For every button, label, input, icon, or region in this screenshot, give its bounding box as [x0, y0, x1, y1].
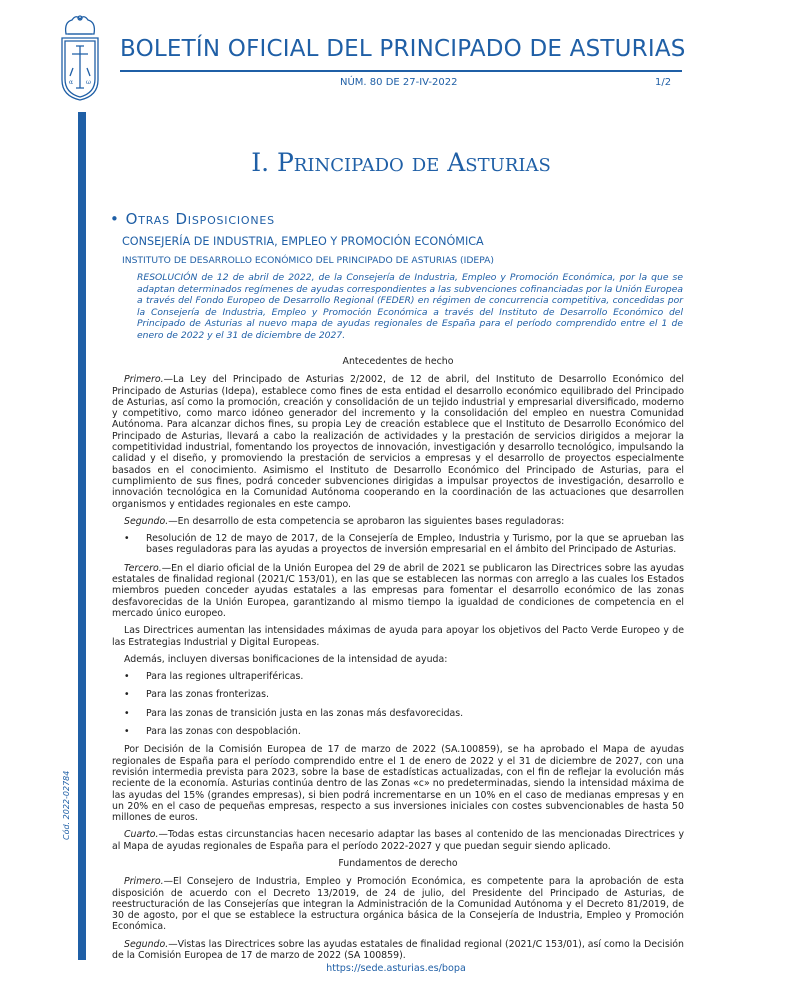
ministry-name: CONSEJERÍA DE INDUSTRIA, EMPLEO Y PROMOCIÓN ECONÓMICA [122, 235, 484, 248]
svg-text:α: α [69, 79, 74, 86]
list-item [112, 533, 684, 556]
issue-number: NÚM. 80 DE 27-IV-2022 [340, 77, 458, 88]
paragraph-segundo [112, 516, 684, 527]
list-item [112, 708, 684, 719]
sidebar-bar [78, 112, 86, 960]
subsection-title [110, 210, 275, 228]
paragraph-fundamento-segundo [112, 939, 684, 962]
paragraph-text: —Vistas las Directrices sobre las ayudas estatales de finalidad regional (2021/C 153/01), así como la Decisión de la Comisión Europea de 17 de marzo de 2022 (SA 100859). [112, 938, 684, 962]
paragraph-lead: Primero. [124, 876, 164, 888]
list-item-text: Para las zonas de transición justa en las zonas más desfavorecidas. [146, 707, 464, 719]
page-number: 1/2 [655, 77, 672, 88]
page-title: BOLETÍN OFICIAL DEL PRINCIPADO DE ASTURIAS [120, 36, 686, 62]
paragraph-directrices: Las Directrices aumentan las intensidades máximas de ayuda para apoyar los objetivos del Pacto Verde Europeo y de las Estrategias Industrial y Digital Europeas. [112, 625, 684, 648]
paragraph-decision: Por Decisión de la Comisión Europea de 17 de marzo de 2022 (SA.100859), se ha aprobado el Mapa de ayudas regionales de España para el período comprendido entre el 1 de enero de 2022 y el 31 de diciembre de 2027, con una revisión intermedia prevista para 2023, sobre la base de estadísticas actualizadas, con el fin de reflejar la evolución más reciente de la economía. Asturias continúa dentro de las Zonas «c» no predeterminadas, siendo la intensidad máxima de las ayudas del 15% (grandes empresas), si bien podrá incrementarse en un 10% en el caso de medianas empresas y en un 20% en el caso de pequeñas empresas, respecto a sus inversiones iniciales con costes subvencionables de hasta 50 millones de euros. [112, 744, 684, 824]
resolution-summary: RESOLUCIÓN de 12 de abril de 2022, de la Consejería de Industria, Empleo y Promoción Económica, por la que se adaptan determinados regímenes de ayudas correspondientes a las subvenciones cofinanciadas por la Unión Europea a través del Fondo Europeo de Desarrollo Regional (FEDER) en régimen de concurrencia competitiva, concedidas por la Consejería de Industria, Empleo y Promoción Económica a través del Instituto de Desarrollo Económico del Principado de Asturias al nuevo mapa de ayudas regionales de España para el período comprendido entre el 1 de enero de 2022 y el 31 de diciembre de 2027. [137, 272, 683, 341]
bullet-icon: • [124, 726, 130, 738]
svg-text:ω: ω [86, 79, 91, 86]
document-code: Cód. 2022-02784 [62, 770, 71, 840]
paragraph-text: —El Consejero de Industria, Empleo y Promoción Económica, es competente para la aprobación de esta disposición de acuerdo con el Decreto 13/2019, de 24 de julio, del Presidente del Principado de Asturias, de reestructuración de las Consejerías que integran la Administración de la Comunidad Autónoma y el Decreto 81/2019, de 30 de agosto, por el que se establece la estructura orgánica básica de la Consejería de Industria, Empleo y Promoción Económica. [112, 876, 684, 933]
paragraph-lead: Primero. [124, 374, 164, 386]
list-item-text: Para las zonas con despoblación. [146, 726, 301, 738]
bullet-icon: • [124, 689, 130, 701]
bases-list [112, 533, 684, 556]
paragraph-primero [112, 374, 684, 510]
paragraph-tercero [112, 563, 684, 619]
list-item [112, 689, 684, 700]
heading-fundamentos: Fundamentos de derecho [338, 857, 458, 869]
asturias-coat-of-arms-icon [58, 14, 102, 102]
paragraph-lead: Segundo. [124, 515, 169, 527]
list-item-text: Resolución de 12 de mayo de 2017, de la Consejería de Empleo, Industria y Turismo, por la que se aprueban las bases reguladoras para las ayudas a proyectos de inversión empresarial en el ámbito del Principado de Asturias. [146, 533, 684, 556]
paragraph-cuarto [112, 829, 684, 852]
document-body [112, 356, 684, 967]
paragraph-text: —En desarrollo de esta competencia se aprobaron las siguientes bases reguladoras: [168, 515, 565, 527]
list-item-text: Para las regiones ultraperiféricas. [146, 671, 304, 683]
paragraph-lead: Cuarto. [124, 829, 159, 841]
bonus-list [112, 671, 684, 737]
subsection-label: Otras Disposiciones [125, 210, 275, 228]
institute-name: INSTITUTO DE DESARROLLO ECONÓMICO DEL PRINCIPADO DE ASTURIAS (IDEPA) [122, 255, 495, 266]
paragraph-lead: Segundo. [124, 938, 169, 950]
bullet-icon: • [124, 533, 130, 545]
paragraph-fundamento-primero [112, 876, 684, 932]
bullet-icon: • [124, 671, 130, 683]
list-item [112, 726, 684, 737]
section-title: I. Principado de Asturias [251, 148, 551, 177]
footer-link[interactable]: https://sede.asturias.es/bopa [326, 963, 466, 974]
paragraph-text: —En el diario oficial de la Unión Europea del 29 de abril de 2021 se publicaron las Directrices sobre las ayudas estatales de finalidad regional (2021/C 153/01), en las que se establecen las normas con arreglo a las cuales los Estados miembros pueden conceder ayudas estatales a las empresas para fomentar el desarrollo económico de las zonas desfavorecidas de la Unión Europea, garantizando al mismo tiempo la igualdad de condiciones de competencia en el mercado único europeo. [112, 562, 684, 619]
paragraph-text: —Todas estas circunstancias hacen necesario adaptar las bases al contenido de las mencionadas Directrices y al Mapa de ayudas regionales de España para el período 2022-2027 y que puedan seguir siendo aplicado. [112, 829, 684, 852]
list-item-text: Para las zonas fronterizas. [146, 689, 270, 701]
header-divider [120, 70, 682, 72]
list-item [112, 671, 684, 682]
paragraph-bonificaciones: Además, incluyen diversas bonificaciones de la intensidad de ayuda: [124, 653, 448, 665]
bullet-icon: • [110, 210, 120, 228]
paragraph-text: —La Ley del Principado de Asturias 2/2002, de 12 de abril, del Instituto de Desarrollo Económico del Principado de Asturias (Idepa), establece como fines de esta entidad el desarrollo económico equilibrado del Principado de Asturias, así como la promoción, creación y consolidación de un tejido industrial y empresarial diversificado, moderno y competitivo, como marco idóneo generador del incremento y la consolidación del empleo en nuestra Comunidad Autónoma. Para alcanzar dichos fines, su propia Ley de creación establece que el Instituto de Desarrollo Económico del Principado de Asturias, llevará a cabo la realización de actividades y la prestación de servicios dirigidos a mejorar la competitividad industrial, fomentando los proyectos de innovación, investigación y desarrollo tecnológico, impulsando la calidad y el diseño, y promoviendo la prestación de servicios a empresas y el desarrollo de proyectos especialmente basados en el conocimiento. Asimismo el Instituto de Desarrollo Económico del Principado de Asturias, para el cumplimiento de sus fines, podrá conceder subvenciones dirigidas a impulsar proyectos de investigación, desarrollo e innovación tecnológica en la Comunidad Autónoma cooperando en la coordinación de las actuaciones que desarrollen organismos y entidades regionales en este campo. [112, 374, 684, 510]
paragraph-lead: Tercero. [124, 562, 162, 574]
bullet-icon: • [124, 707, 130, 719]
heading-antecedentes: Antecedentes de hecho [342, 356, 454, 367]
